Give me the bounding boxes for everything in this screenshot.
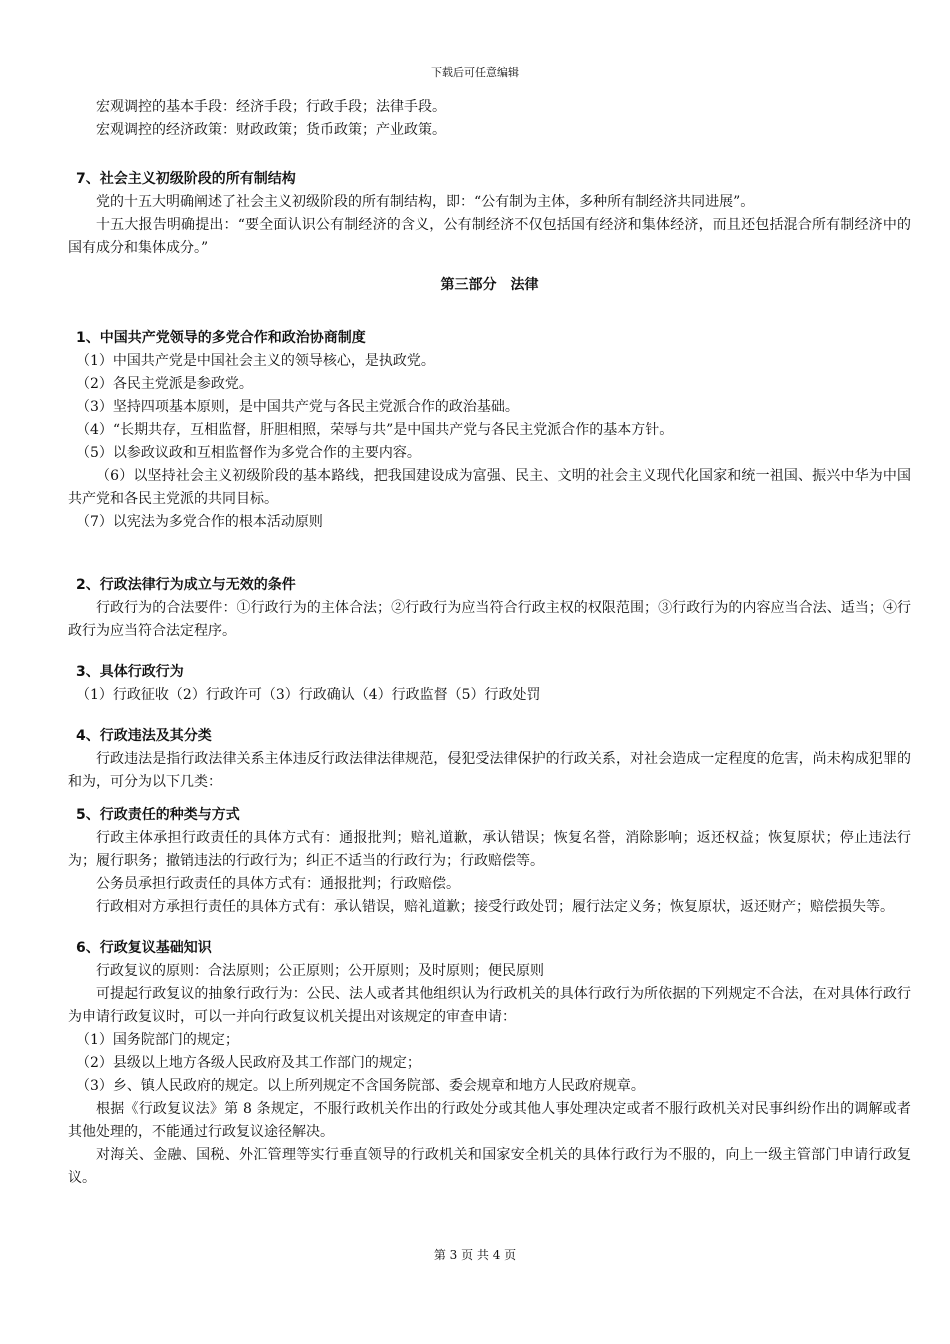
section-7-paragraph-2: 十五大报告明确提出：“要全面认识公有制经济的含义，公有制经济不仅包括国有经济和集体经济，而且还包括混合所有制经济中的国有成分和集体成分。” xyxy=(68,217,911,256)
part-3-title: 第三部分 法律 xyxy=(440,277,539,293)
page-footer: 第 3 页 共 4 页 xyxy=(433,1248,517,1262)
law-1-item-1: （1）中国共产党是中国社会主义的领导核心，是执政党。 xyxy=(76,353,435,369)
law-5-paragraph-1: 行政主体承担行政责任的具体方式有：通报批判；赔礼道歉，承认错误；恢复名誉，消除影响；返还权益；恢复原状；停止违法行为；履行职务；撤销违法的行政行为；纠正不适当的行政行为；行政赔偿等。 xyxy=(68,830,911,869)
section-7-heading: 7、社会主义初级阶段的所有制结构 xyxy=(76,171,296,187)
law-3-paragraph: （1）行政征收（2）行政许可（3）行政确认（4）行政监督（5）行政处罚 xyxy=(76,687,541,703)
law-6-paragraph-1: 行政复议的原则：合法原则；公正原则；公开原则；及时原则；便民原则 xyxy=(96,963,544,979)
law-2-paragraph: 行政行为的合法要件：①行政行为的主体合法；②行政行为应当符合行政主权的权限范围；③行政行为的内容应当合法、适当；④行政行为应当符合法定程序。 xyxy=(68,600,911,639)
law-5-paragraph-3: 行政相对方承担行责任的具体方式有：承认错误，赔礼道歉；接受行政处罚；履行法定义务；恢复原状，返还财产；赔偿损失等。 xyxy=(96,899,894,915)
law-1-item-6: （6）以坚持社会主义初级阶段的基本路线，把我国建设成为富强、民主、文明的社会主义现代化国家和统一祖国、振兴中华为中国共产党和各民主党派的共同目标。 xyxy=(68,468,911,507)
law-2-heading: 2、行政法律行为成立与无效的条件 xyxy=(76,577,296,593)
law-1-item-4: （4）“长期共存，互相监督，肝胆相照，荣辱与共”是中国共产党与各民主党派合作的基本方针。 xyxy=(76,422,674,438)
section-7-paragraph-1: 党的十五大明确阐述了社会主义初级阶段的所有制结构，即：“公有制为主体，多种所有制经济共同进展”。 xyxy=(96,194,755,210)
law-6-paragraph-2: 可提起行政复议的抽象行政行为：公民、法人或者其他组织认为行政机关的具体行政行为所依据的下列规定不合法，在对具体行政行为申请行政复议时，可以一并向行政复议机关提出对该规定的审查申请： xyxy=(68,986,911,1025)
law-5-heading: 5、行政责任的种类与方式 xyxy=(76,807,240,823)
document-body xyxy=(68,96,911,1190)
law-6-paragraph-4: 对海关、金融、国税、外汇管理等实行垂直领导的行政机关和国家安全机关的具体行政行为不服的，向上一级主管部门申请行政复议。 xyxy=(68,1147,911,1186)
intro-line-2: 宏观调控的经济政策：财政政策；货币政策；产业政策。 xyxy=(96,122,446,138)
page-header: 下载后可任意编辑 xyxy=(431,66,519,79)
law-6-item-2: （2）县级以上地方各级人民政府及其工作部门的规定； xyxy=(76,1055,421,1071)
law-1-item-5: （5）以参政议政和互相监督作为多党合作的主要内容。 xyxy=(76,445,421,461)
law-1-item-3: （3）坚持四项基本原则，是中国共产党与各民主党派合作的政治基础。 xyxy=(76,399,519,415)
law-6-item-3: （3）乡、镇人民政府的规定。以上所列规定不含国务院部、委会规章和地方人民政府规章。 xyxy=(76,1078,645,1094)
law-1-item-7: （7）以宪法为多党合作的根本活动原则 xyxy=(76,514,323,530)
law-6-heading: 6、行政复议基础知识 xyxy=(76,940,212,956)
law-1-item-2: （2）各民主党派是参政党。 xyxy=(76,376,253,392)
law-6-item-1: （1）国务院部门的规定； xyxy=(76,1032,239,1048)
law-4-paragraph: 行政违法是指行政法律关系主体违反行政法律法律规范，侵犯受法律保护的行政关系，对社会造成一定程度的危害，尚未构成犯罪的和为，可分为以下几类： xyxy=(68,751,911,790)
law-3-heading: 3、具体行政行为 xyxy=(76,664,184,680)
law-4-heading: 4、行政违法及其分类 xyxy=(76,728,212,744)
law-1-heading: 1、中国共产党领导的多党合作和政治协商制度 xyxy=(76,330,366,346)
law-5-paragraph-2: 公务员承担行政责任的具体方式有：通报批判；行政赔偿。 xyxy=(96,876,460,892)
law-6-paragraph-3: 根据《行政复议法》第 8 条规定，不服行政机关作出的行政处分或其他人事处理决定或者不服行政机关对民事纠纷作出的调解或者其他处理的，不能通过行政复议途径解决。 xyxy=(68,1101,911,1140)
intro-line-1: 宏观调控的基本手段：经济手段；行政手段；法律手段。 xyxy=(96,99,446,115)
